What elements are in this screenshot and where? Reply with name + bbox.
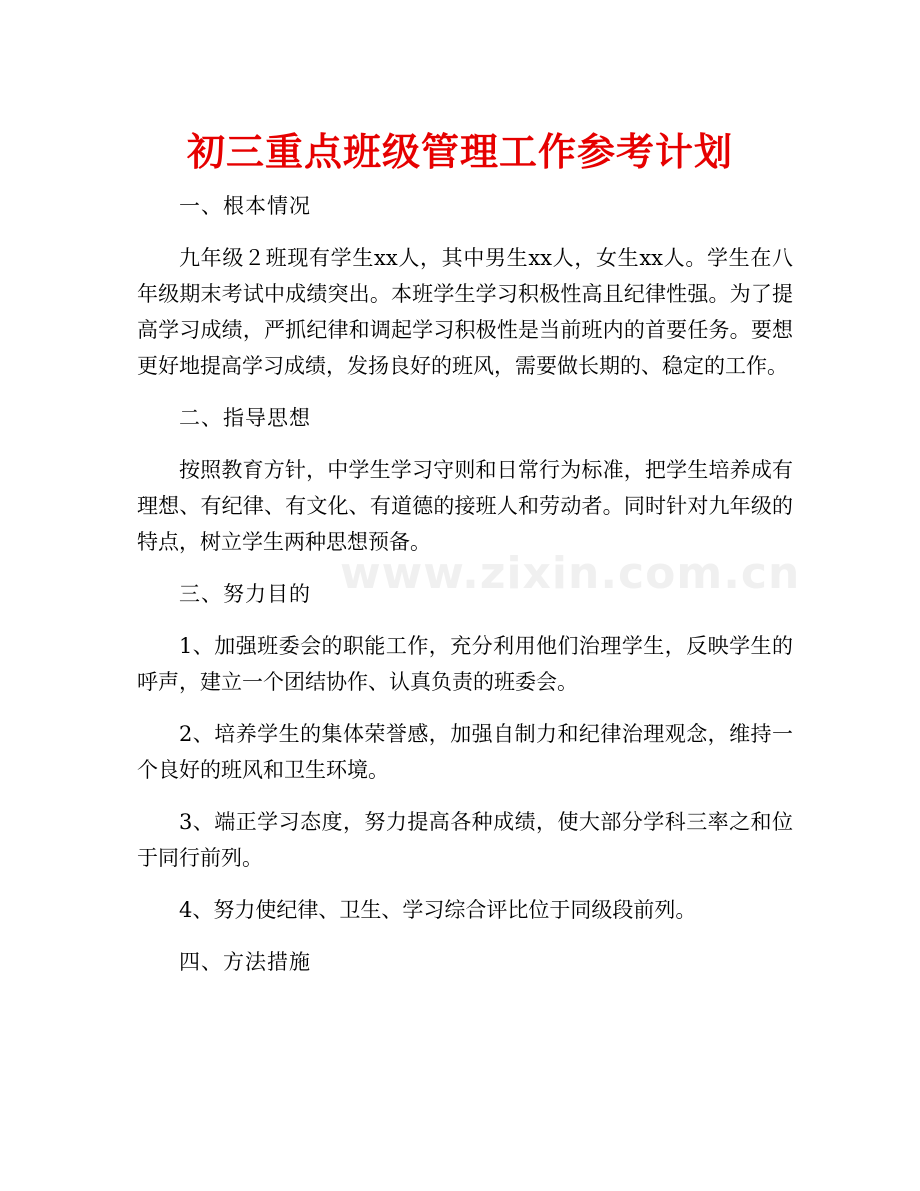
document-body — [137, 188, 793, 980]
section-heading-guiding-thought: 二、指导思想 — [179, 406, 311, 430]
goal-item-3: 3、端正学习态度，努力提高各种成绩，使大部分学科三率之和位于同行前列。 — [137, 810, 793, 870]
section-heading-basic-situation: 一、根本情况 — [179, 194, 311, 218]
goal-item-1: 1、加强班委会的职能工作，充分利用他们治理学生，反映学生的呼声，建立一个团结协作、认真负责的班委会。 — [137, 634, 793, 694]
section-heading-goals: 三、努力目的 — [179, 582, 311, 606]
goal-item-4: 4、努力使纪律、卫生、学习综合评比位于同级段前列。 — [179, 898, 697, 922]
paragraph-basic-situation: 九年级２班现有学生xx人，其中男生xx人，女生xx人。学生在八年级期末考试中成绩突出。本班学生学习积极性高且纪律性强。为了提高学习成绩，严抓纪律和调起学习积极性是当前班内的首要任务。要想更好地提高学习成绩，发扬良好的班风，需要做长期的、稳定的工作。 — [137, 246, 793, 378]
goal-item-2: 2、培养学生的集体荣誉感，加强自制力和纪律治理观念，维持一个良好的班风和卫生环境。 — [137, 722, 793, 782]
watermark: www.zixin.com.cn — [340, 548, 801, 599]
document-title: 初三重点班级管理工作参考计划 — [186, 130, 733, 174]
paragraph-guiding-thought: 按照教育方针，中学生学习守则和日常行为标准，把学生培养成有理想、有纪律、有文化、有道德的接班人和劳动者。同时针对九年级的特点，树立学生两种思想预备。 — [137, 458, 793, 554]
section-heading-measures: 四、方法措施 — [179, 950, 311, 974]
